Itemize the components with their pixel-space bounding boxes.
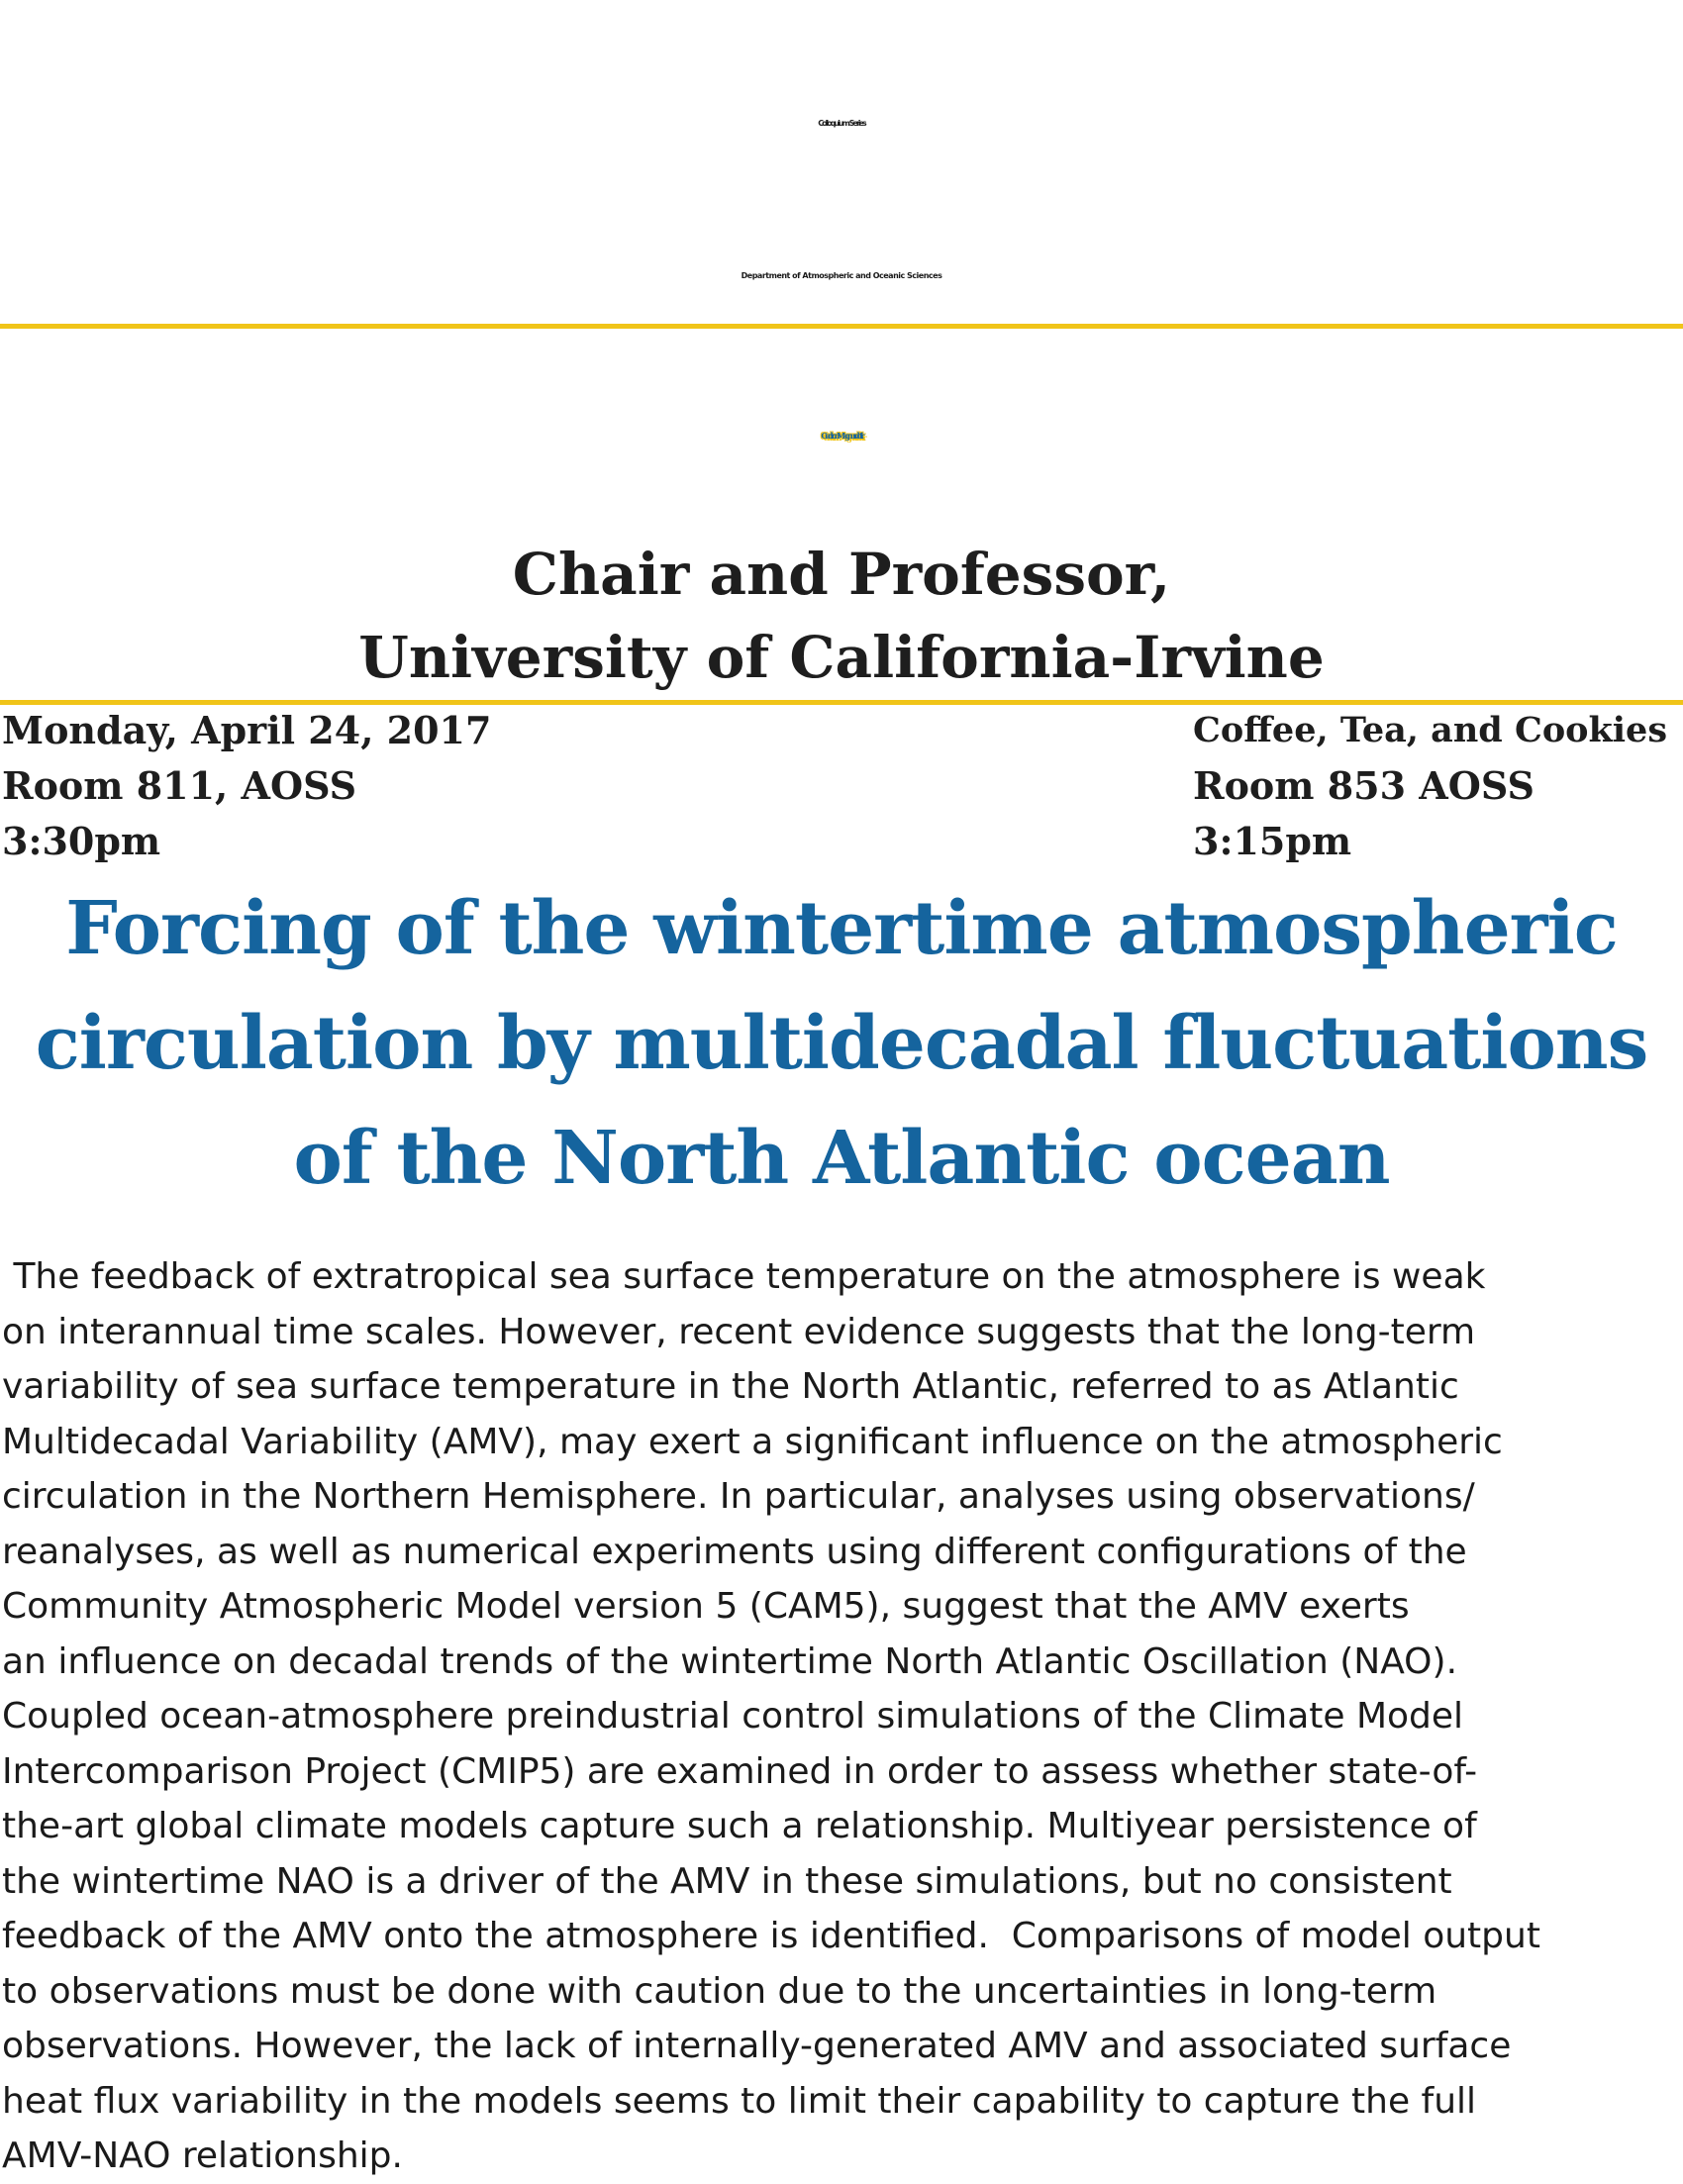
event-room: Room 811, AOSS	[2, 763, 357, 808]
refreshment-label: Coffee, Tea, and Cookies	[1193, 710, 1668, 750]
abstract-line: circulation in the Northern Hemisphere. In particular, analyses using observations/	[2, 1476, 1475, 1517]
talk-title-line: Forcing of the wintertime atmospheric	[65, 886, 1618, 971]
abstract-line: an influence on decadal trends of the wintertime North Atlantic Oscillation (NAO).	[2, 1640, 1458, 1682]
event-details	[2, 703, 491, 869]
abstract-line: heat flux variability in the models seems to limit their capability to capture the full	[2, 2080, 1477, 2122]
event-date: Monday, April 24, 2017	[2, 708, 492, 752]
series-title: Colloquium Series	[818, 119, 865, 128]
department-title: Department of Atmospheric and Oceanic Sciences	[741, 271, 942, 280]
abstract-line: feedback of the AMV onto the atmosphere is identified. Comparisons of model output	[2, 1916, 1540, 1956]
speaker-role-line-1: Chair and Professor,	[512, 541, 1171, 608]
refreshment-room: Room 853 AOSS	[1193, 763, 1534, 808]
abstract-line: Multidecadal Variability (AMV), may exert a significant influence on the atmospheric	[2, 1421, 1503, 1462]
abstract-line: Coupled ocean-atmosphere preindustrial control simulations of the Climate Model	[2, 1696, 1464, 1737]
talk-title-line: circulation by multidecadal fluctuations	[35, 1001, 1648, 1086]
abstract-line: the-art global climate models capture such a relationship. Multiyear persistence of	[2, 1806, 1477, 1846]
abstract-line: variability of sea surface temperature in the North Atlantic, referred to as Atlantic	[2, 1366, 1459, 1407]
abstract	[2, 1249, 1681, 2184]
speaker-name: Gudrun Magnusdottir	[821, 431, 862, 441]
refreshment-time: 3:15pm	[1193, 819, 1352, 863]
abstract-line: The feedback of extratropical sea surface temperature on the atmosphere is weak	[2, 1256, 1486, 1297]
abstract-line: Intercomparison Project (CMIP5) are examined in order to assess whether state-of-	[2, 1750, 1478, 1792]
speaker-role-line-2: University of California-Irvine	[358, 624, 1325, 691]
abstract-line: observations. However, the lack of internally-generated AMV and associated surface	[2, 2026, 1512, 2066]
talk-title	[0, 871, 1683, 1216]
talk-title-line: of the North Atlantic ocean	[293, 1116, 1390, 1201]
abstract-line: reanalyses, as well as numerical experiments using different configurations of the	[2, 1531, 1467, 1572]
abstract-line: the wintertime NAO is a driver of the AMV in these simulations, but no consistent	[2, 1860, 1452, 1902]
speaker-affiliation	[0, 533, 1683, 699]
refreshment-details	[1193, 703, 1667, 869]
top-divider	[0, 324, 1683, 329]
abstract-line: on interannual time scales. However, recent evidence suggests that the long-term	[2, 1311, 1476, 1352]
abstract-line: to observations must be done with caution due to the uncertainties in long-term	[2, 1970, 1437, 2012]
abstract-line: Community Atmospheric Model version 5 (CAM5), suggest that the AMV exerts	[2, 1586, 1410, 1627]
abstract-line: AMV-NAO relationship.	[2, 2135, 403, 2176]
event-time: 3:30pm	[2, 819, 161, 863]
